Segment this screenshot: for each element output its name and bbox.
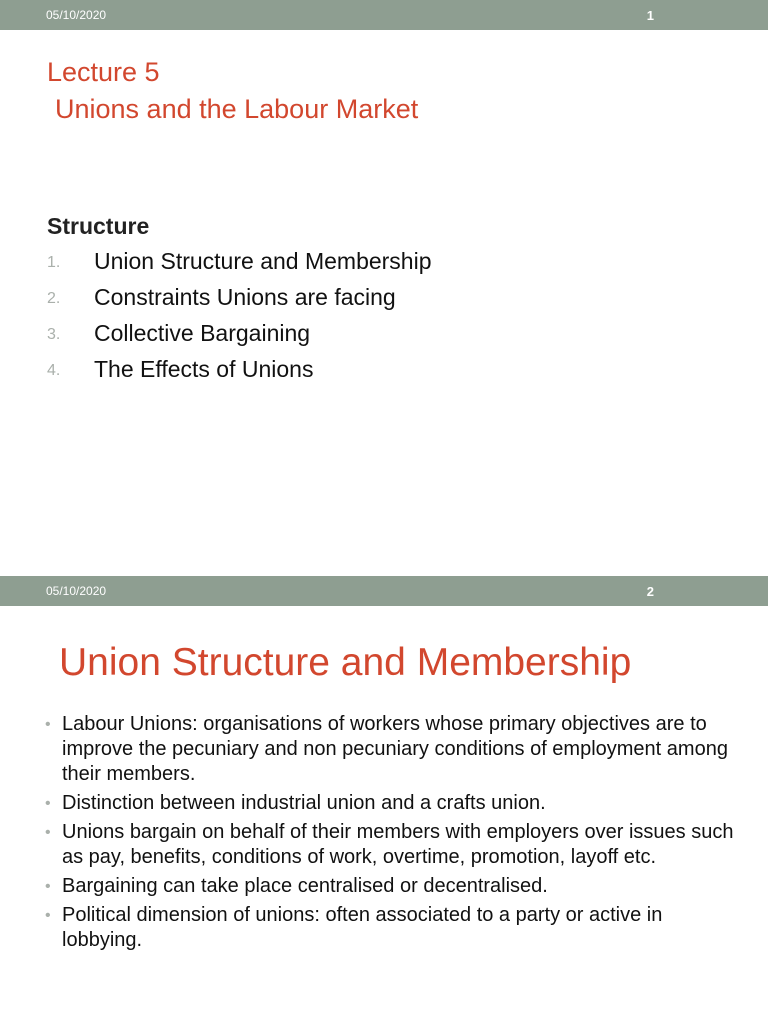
title-line-2: Unions and the Labour Market <box>55 94 419 124</box>
title-line-1: Lecture 5 <box>47 57 160 87</box>
item-number: 2. <box>47 290 61 307</box>
bullet-list <box>45 712 735 957</box>
bullet-icon: • <box>45 907 51 924</box>
item-text: Union Structure and Membership <box>94 248 432 274</box>
list-item <box>45 820 735 870</box>
bullet-text: Unions bargain on behalf of their members with employers over issues such as pay, benefits, conditions of work, overtime, promotion, layoff etc. <box>62 821 734 868</box>
bullet-icon: • <box>45 795 51 812</box>
slide-2 <box>0 576 768 1024</box>
slide-title: Union Structure and Membership <box>59 641 632 684</box>
slide-number: 2 <box>646 584 654 599</box>
bullet-icon: • <box>45 716 51 733</box>
bullet-text: Distinction between industrial union and a crafts union. <box>62 792 546 814</box>
list-item <box>45 874 735 899</box>
slide-date: 05/10/2020 <box>46 584 107 598</box>
bullet-text: Political dimension of unions: often associated to a party or active in lobbying. <box>62 904 663 951</box>
slide-title <box>47 54 418 128</box>
list-item <box>45 903 735 953</box>
item-text: Collective Bargaining <box>94 320 311 346</box>
item-number: 4. <box>47 362 61 379</box>
slide-header-bar <box>0 576 768 606</box>
item-number: 3. <box>47 326 61 343</box>
bullet-text: Bargaining can take place centralised or decentralised. <box>62 875 548 897</box>
bullet-icon: • <box>45 878 51 895</box>
bullet-text: Labour Unions: organisations of workers whose primary objectives are to improve the pecuniary and non pecuniary conditions of employment among their members. <box>62 713 728 785</box>
bullet-icon: • <box>45 824 51 841</box>
list-item <box>45 712 735 787</box>
item-number: 1. <box>47 254 61 271</box>
item-text: Constraints Unions are facing <box>94 284 396 310</box>
list-item <box>45 791 735 816</box>
item-text: The Effects of Unions <box>94 356 314 382</box>
slide-number: 1 <box>646 8 654 23</box>
slide-header-bar <box>0 0 768 30</box>
slide-date: 05/10/2020 <box>46 8 107 22</box>
section-heading: Structure <box>47 213 150 239</box>
